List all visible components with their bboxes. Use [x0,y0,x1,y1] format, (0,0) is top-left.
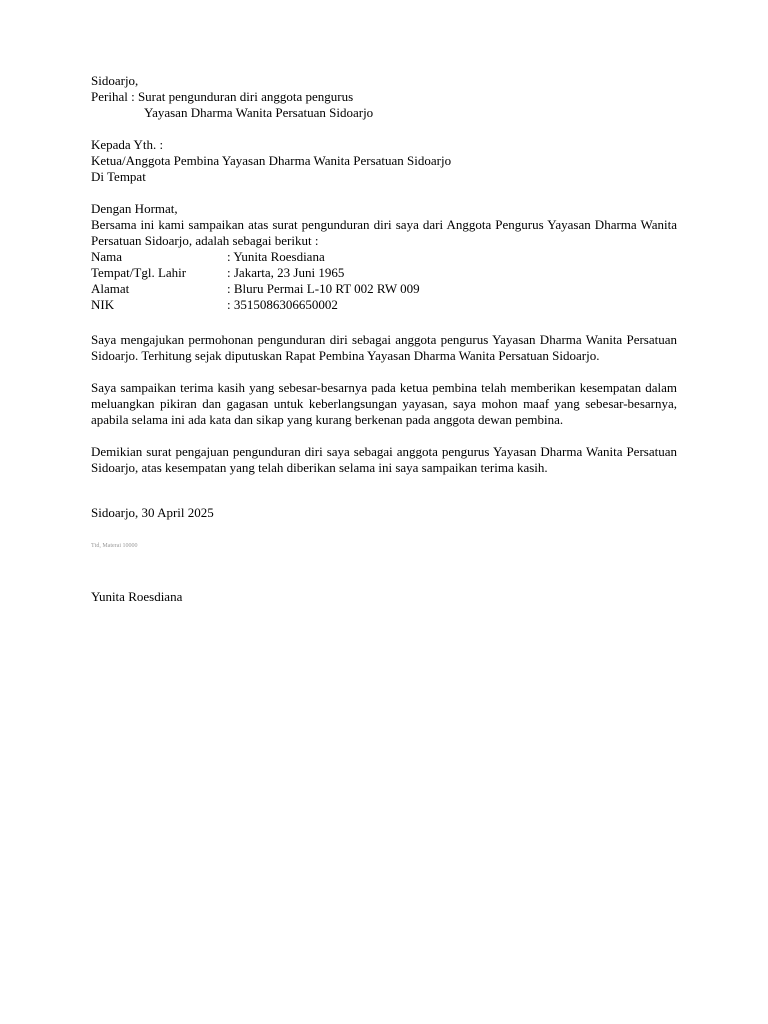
detail-row-nik [91,297,677,313]
letter-document [91,73,677,605]
paragraph-closing: Demikian surat pengajuan pengunduran diri saya sebagai anggota pengurus Yayasan Dharma Wanita Persatuan Sidoarjo, atas kesempatan yang telah diberikan selama ini saya sampaikan terima kasih. [91,444,677,475]
paragraph-request: Saya mengajukan permohonan pengunduran diri sebagai anggota pengurus Yayasan Dharma Wanita Persatuan Sidoarjo. Terhitung sejak diputuskan Rapat Pembina Yayasan Dharma Wanita Persatuan Sidoarjo. [91,332,677,363]
subject-text: Surat pengunduran diri anggota pengurus [137,89,354,104]
subject-label: Perihal [91,89,128,104]
recipient-label: Kepada Yth. : [91,137,164,152]
letter-place: Sidoarjo, [91,73,139,88]
detail-value: : Yunita Roesdiana [227,249,325,264]
detail-row-name [91,249,677,265]
detail-label: Nama [91,249,123,264]
signer-name: Yunita Roesdiana [91,589,183,604]
recipient-place: Di Tempat [91,169,146,184]
greeting: Dengan Hormat, [91,201,178,216]
paragraph-thanks: Saya sampaikan terima kasih yang sebesar-besarnya pada ketua pembina telah memberikan kesempatan dalam meluangkan pikiran dan gagasan untuk keberlangsungan yayasan, saya mohon maaf yang sebesar-besarnya, apabila selama ini ada kata dan sikap yang kurang berkenan pada anggota dewan pembina. [91,380,677,427]
detail-label: NIK [91,297,115,312]
detail-label: Tempat/Tgl. Lahir [91,265,187,280]
intro-paragraph: Bersama ini kami sampaikan atas surat pengunduran diri saya dari Anggota Pengurus Yayasan Dharma Wanita Persatuan Sidoarjo, adalah sebagai berikut : [91,217,677,248]
detail-value: : 3515086306650002 [227,297,338,312]
detail-row-address [91,281,677,297]
detail-value: : Bluru Permai L-10 RT 002 RW 009 [227,281,420,296]
recipient-name: Ketua/Anggota Pembina Yayasan Dharma Wanita Persatuan Sidoarjo [91,153,452,168]
personal-details [91,249,677,313]
detail-value: : Jakarta, 23 Juni 1965 [227,265,345,280]
detail-row-birth [91,265,677,281]
subject-line: Perihal : Surat pengunduran diri anggota pengurus [91,89,354,104]
detail-label: Alamat [91,281,130,296]
date-line: Sidoarjo, 30 April 2025 [91,505,214,520]
signature-note: Ttd, Materai 10000 [91,543,138,549]
subject-continuation: Yayasan Dharma Wanita Persatuan Sidoarjo [144,105,374,120]
